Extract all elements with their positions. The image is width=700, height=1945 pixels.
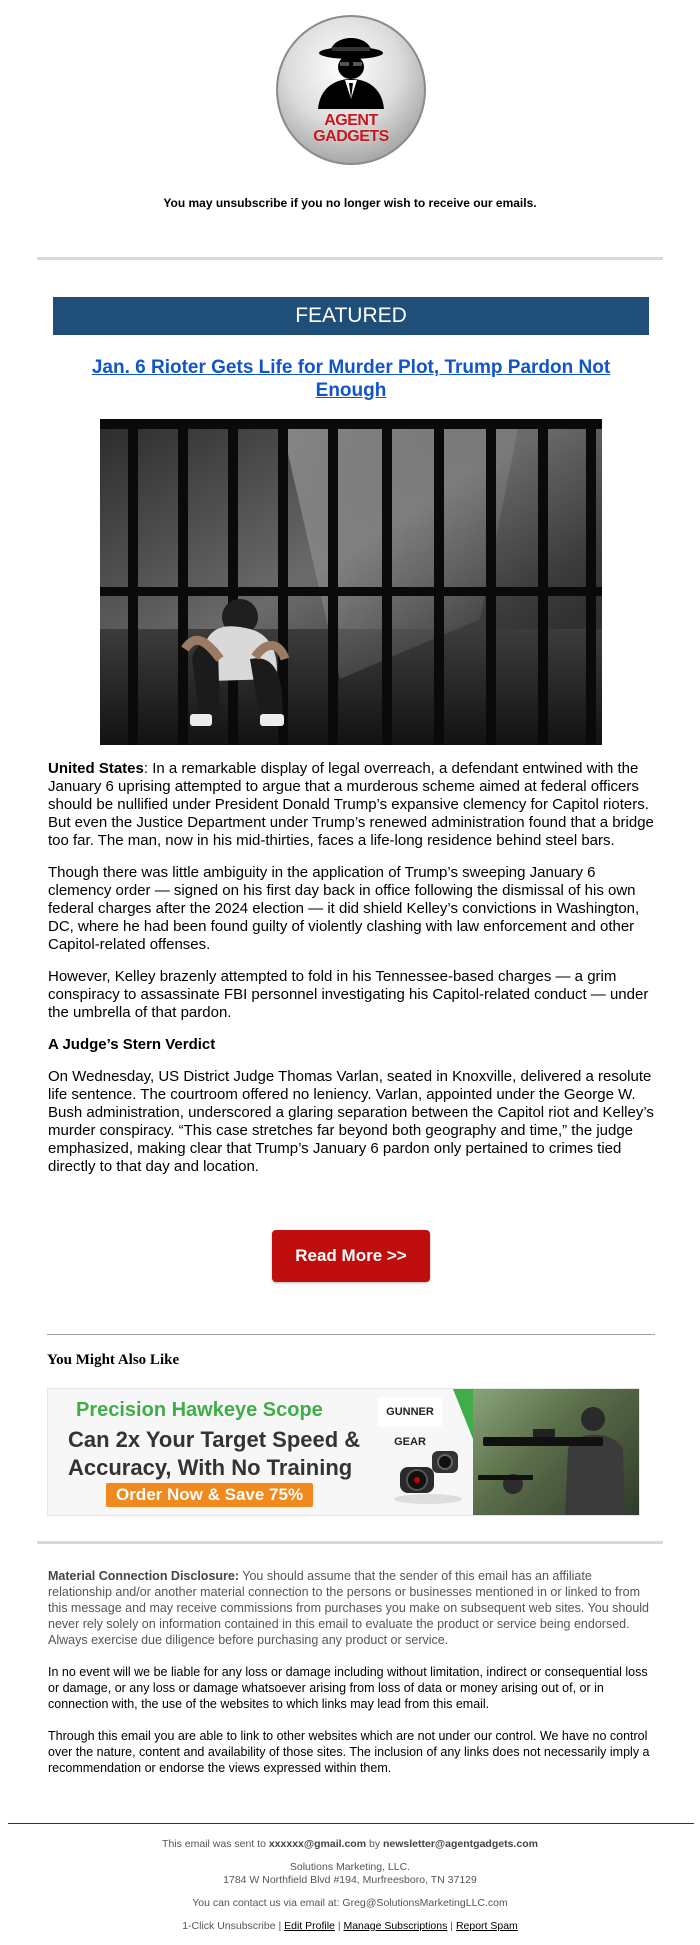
article-body xyxy=(48,760,658,1190)
ad-tagline-2: Accuracy, With No Training xyxy=(68,1455,353,1480)
divider xyxy=(37,257,663,260)
footer-divider xyxy=(8,1823,694,1824)
legal-disclosure xyxy=(48,1568,658,1792)
article-hero-image[interactable] xyxy=(100,419,602,745)
company-address: 1784 W Northfield Blvd #194, Murfreesboro, TN 37129 xyxy=(223,1874,477,1886)
material-connection-disclosure xyxy=(48,1568,658,1648)
email-footer xyxy=(0,1838,700,1933)
article-paragraph-2: Though there was little ambiguity in the application of Trump’s sweeping January 6 clemency order — signed on his first day back in office following the dismissal of his own federal charges after the 2024 election — it did shield Kelley’s convictions in Washington, DC, where he had been found guilty of violently clashing with law enforcement and other Capitol-related offenses. xyxy=(48,864,640,953)
dateline: United States xyxy=(48,760,144,777)
shooter-silhouette-icon xyxy=(473,1389,640,1516)
company-name: Solutions Marketing, LLC. xyxy=(289,1861,411,1873)
ad-accent-stripe xyxy=(453,1389,473,1439)
featured-banner: FEATURED xyxy=(53,297,649,335)
article-paragraph-4: On Wednesday, US District Judge Thomas Varlan, seated in Knoxville, delivered a resolute life sentence. The courtroom offered no leniency. Varlan, appointed under the George W. Bush administration, underscored a glaring separation between the Capitol riot and Kelley’s murder conspiracy. “This case stretches far beyond both geography and time,” the judge emphasized, making clear that Trump’s January 6 pardon only pertained to crimes tied directly to that day and location. xyxy=(48,1068,654,1175)
paragraph-text: : In a remarkable display of legal overreach, a defendant entwined with the January 6 uprising attempted to argue that a murderous scheme aimed at federal officers should be nullified under President Donald Trump’s expansive clemency for Capitol rioters. But even the Justice Department under Trump’s renewed administration found that a bridge too far. The man, now in his mid-thirties, faces a life-long residence behind steel bars. xyxy=(48,760,654,849)
prison-cell-illustration xyxy=(100,419,602,745)
read-more-button[interactable]: Read More >> xyxy=(272,1230,430,1282)
ad-tagline-1: Can 2x Your Target Speed & xyxy=(68,1427,361,1452)
external-links-notice: Through this email you are able to link to other websites which are not under our control. We have no control over the nature, content and availability of those sites. The inclusion of any links does not necessarily imply a recommendation or endorse the views expressed within them. xyxy=(48,1729,650,1775)
ad-shooter-photo xyxy=(473,1389,640,1516)
one-click-unsubscribe[interactable]: 1-Click Unsubscribe xyxy=(182,1920,276,1932)
ad-brand-logo: GUNNER GEAR xyxy=(378,1397,442,1427)
red-dot-scope-icon xyxy=(388,1437,468,1507)
logo-text-line1: AGENT xyxy=(324,112,378,129)
report-spam-link[interactable]: Report Spam xyxy=(455,1920,518,1932)
contact-line: You can contact us via email at: Greg@SolutionsMarketingLLC.com xyxy=(192,1897,508,1909)
disclosure-label: Material Connection Disclosure: xyxy=(48,1569,240,1583)
article-subheading: A Judge’s Stern Verdict xyxy=(48,1036,216,1053)
sent-to-line xyxy=(0,1838,700,1851)
recipient-email: xxxxxx@gmail.com xyxy=(268,1838,367,1850)
sent-prefix: This email was sent to xyxy=(162,1838,269,1850)
you-might-also-like-heading: You Might Also Like xyxy=(47,1352,180,1368)
unsubscribe-notice: You may unsubscribe if you no longer wish to receive our emails. xyxy=(163,196,537,210)
ad-title: Precision Hawkeye Scope xyxy=(76,1399,323,1421)
article-paragraph-1 xyxy=(48,760,658,850)
manage-subscriptions-link[interactable]: Manage Subscriptions xyxy=(343,1920,448,1932)
logo-text-line2: GADGETS xyxy=(313,128,389,145)
article-paragraph-3: However, Kelley brazenly attempted to fold in his Tennessee-based charges — a grim conspiracy to assassinate FBI personnel investigating his Capitol-related conduct — under the umbrella of that pardon. xyxy=(48,968,649,1021)
disclosure-text: You should assume that the sender of this email has an affiliate relationship and/or another material connection to the persons or businesses mentioned in or linked to from this message and may receive commissions from purchases you make on subsequent web sites. You should never rely solely on information contained in this email to evaluate the product or service being endorsed. Always exercise due diligence before purchasing any product or service. xyxy=(48,1569,650,1647)
divider xyxy=(37,1541,663,1544)
ad-order-now-button[interactable]: Order Now & Save 75% xyxy=(106,1483,313,1507)
agent-gadgets-logo xyxy=(276,15,426,165)
edit-profile-link[interactable]: Edit Profile xyxy=(284,1920,335,1932)
sent-mid: by xyxy=(366,1838,383,1850)
divider xyxy=(47,1334,655,1335)
liability-notice: In no event will we be liable for any loss or damage including without limitation, indirect or consequential loss or damage, or any loss or damage whatsoever arising from loss of data or money arising out of, or in connection with, the use of the websites to which links may lead from this email. xyxy=(48,1665,648,1711)
article-headline-link[interactable]: Jan. 6 Rioter Gets Life for Murder Plot, Trump Pardon Not Enough xyxy=(91,357,611,401)
hawkeye-scope-ad-banner[interactable] xyxy=(47,1388,640,1516)
footer-links: 1-Click Unsubscribe | Edit Profile | Manage Subscriptions | Report Spam xyxy=(182,1920,518,1932)
sender-email: newsletter@agentgadgets.com xyxy=(383,1838,538,1850)
